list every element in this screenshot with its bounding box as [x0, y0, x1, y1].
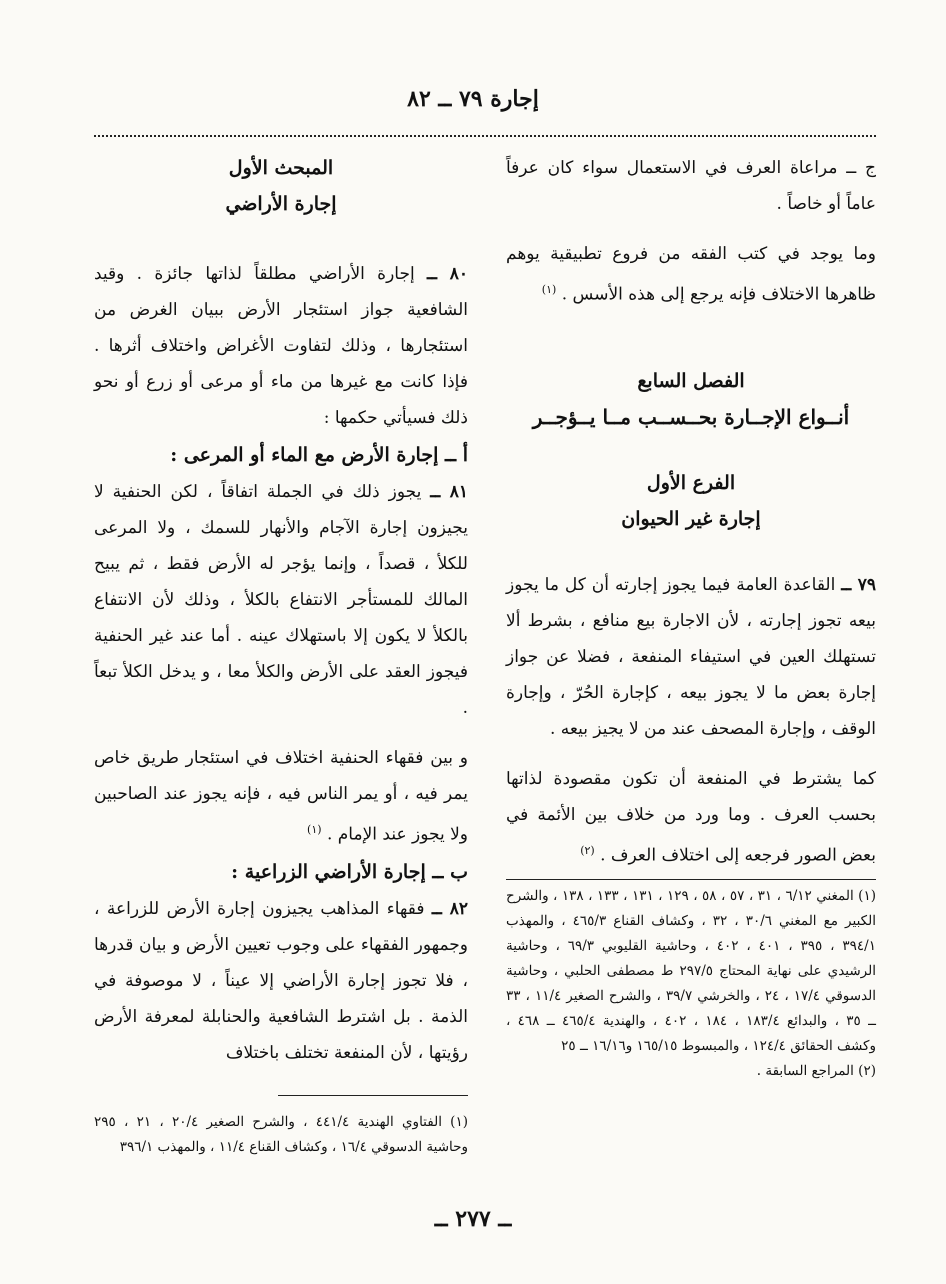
footnote-ref: (١)	[307, 823, 322, 836]
paragraph-number: ٧٩ ــ	[841, 574, 876, 595]
paragraph-79: ٧٩ ــ القاعدة العامة فيما يجوز إجارته أن كل ما يجوز بيعه تجوز إجارته ، لأن الاجارة بيع منافع ، بشرط ألا تستهلك العين في استيفاء المنفعة ، فضلا عن جواز إجارة بعض ما لا يجوز بيعه ، كإجارة الحُرّ ، وإجارة الوقف ، وإجارة المصحف عند من لا يجيز بيعه .	[506, 574, 876, 739]
footnote-ref: (١)	[541, 283, 557, 296]
branch-heading: الفرع الأول	[646, 471, 736, 494]
right-column	[506, 150, 876, 1084]
chapter-heading: الفصل السابع	[637, 369, 745, 392]
left-column	[94, 150, 468, 1160]
page-number: ــ ٢٧٧ ــ	[434, 1206, 512, 1232]
section-heading: المبحث الأول	[228, 157, 334, 179]
paragraph-82: ٨٢ ــ فقهاء المذاهب يجيزون إجارة الأرض للزراعة ، وجمهور الفقهاء على وجوب تعيين الأرض و بيان قدرها ، فلا تجوز إجارة الأراضي إلا عيناً ، لا موصوفة في الذمة . بل اشترط الشافعية والحنابلة لمعرفة الأرض رؤيتها ، لأن المنفعة تختلف باختلاف	[94, 898, 468, 1063]
section-title: إجارة الأراضي	[225, 193, 337, 215]
paragraph: ج ــ مراعاة العرف في الاستعمال سواء كان عرفاً عاماً أو خاصاً .	[506, 158, 876, 214]
paragraph: وما يوجد في كتب الفقه من فروع تطبيقية يوهم ظاهرها الاختلاف فإنه يرجع إلى هذه الأسس . $^{(١)}$	[506, 244, 876, 305]
footnote-rule	[278, 1095, 468, 1096]
footnote: (١) المغني ٦/١٢ ، ٣١ ، ٥٧ ، ٥٨ ، ١٢٩ ، ١٣١ ، ١٣٣ ، ١٣٨ ، والشرح الكبير مع المغني ٣٠/٦ ، ٣٢ ، وكشاف القناع ٤٦٥/٣ ، والمهذب ٣٩٤/١ ، ٣٩٥ ، ٤٠١ ، ٤٠٢ ، وحاشية القليوبي ٦٩/٣ ، وحاشية الرشيدي على نهاية المحتاج ٢٩٧/٥ ط مصطفى الحلبي ، وحاشية الدسوقي ١٧/٤ ، ٢٤ ، والخرشي ٣٩/٧ ، والشرح الصغير ١١/٤ ، ٣٣ ــ ٣٥ ، والبدائع ١٨٣/٤ ، ١٨٤ ، ٤٠٢ ، والهندية ٤٦٥/٤ ــ ٤٦٨ ، وكشف الحقائق ١٢٤/٤ ، والمبسوط ١٦٥/١٥ و١٦/١٦ ــ ٢٥	[506, 888, 877, 1055]
running-header: إجارة ٧٩ ــ ٨٢	[407, 86, 539, 112]
paragraph-number: ٨٠ ــ	[426, 264, 468, 284]
paragraph-number: ٨١ ــ	[430, 482, 469, 502]
subheading: أ ــ إجارة الأرض مع الماء أو المرعى :	[170, 444, 468, 466]
branch-title: إجارة غير الحيوان	[621, 507, 761, 530]
paragraph: كما يشترط في المنفعة أن تكون مقصودة لذاتها بحسب العرف . وما ورد من خلاف بين الأئمة في بعض الصور فرجعه إلى اختلاف العرف . $^{(٢)}$	[506, 768, 876, 866]
subheading: ب ــ إجارة الأراضي الزراعية :	[231, 860, 468, 883]
footnote: (١) الفتاوي الهندية ٤٤١/٤ ، والشرح الصغير ٢٠/٤ ، ٢١ ، ٢٩٥ وحاشية الدسوقي ١٦/٤ ، وكشاف القناع ١١/٤ ، والمهذب ٣٩٦/١	[94, 1113, 468, 1155]
paragraph-81: ٨١ ــ يجوز ذلك في الجملة اتفاقاً ، لكن الحنفية لا يجيزون إجارة الآجام والأنهار للسمك ، ولا المرعى للكلأ ، قصداً ، وإنما يؤجر له الأرض فقط ، ثم يبيح المالك للمستأجر الانتفاع بالكلأ ، وذلك لأن الانتفاع بالكلأ لا يكون إلا باستهلاك عينه . أما عند غير الحنفية فيجوز العقد على الأرض والكلأ معا ، و يدخل الكلأ تبعاً .	[94, 482, 469, 718]
header-dotted-rule	[94, 135, 876, 137]
paragraph-80: ٨٠ ــ إجارة الأراضي مطلقاً لذاتها جائزة . وقيد الشافعية جواز استئجار الأرض ببيان الغرض من استئجارها ، وذلك لتفاوت الأغراض واختلاف أثرها . فإذا كانت مع غيرها من ماء أو مرعى أو زرع أو نحو ذلك فسيأتي حكمها :	[94, 264, 468, 428]
paragraph: و بين فقهاء الحنفية اختلاف في استئجار طريق خاص يمر فيه ، أو يمر الناس فيه ، فإنه يجوز عند الصاحبين ولا يجوز عند الإمام . $^{(١)}$	[94, 748, 468, 845]
paragraph-number: ٨٢ ــ	[431, 898, 468, 919]
footnote: (٢) المراجع السابقة .	[756, 1063, 876, 1080]
footnote-rule	[506, 879, 876, 880]
footnote-ref: (٢)	[580, 843, 595, 857]
chapter-title: أنــواع الإجــارة بحــســب مــا يــؤجــر	[532, 404, 850, 429]
